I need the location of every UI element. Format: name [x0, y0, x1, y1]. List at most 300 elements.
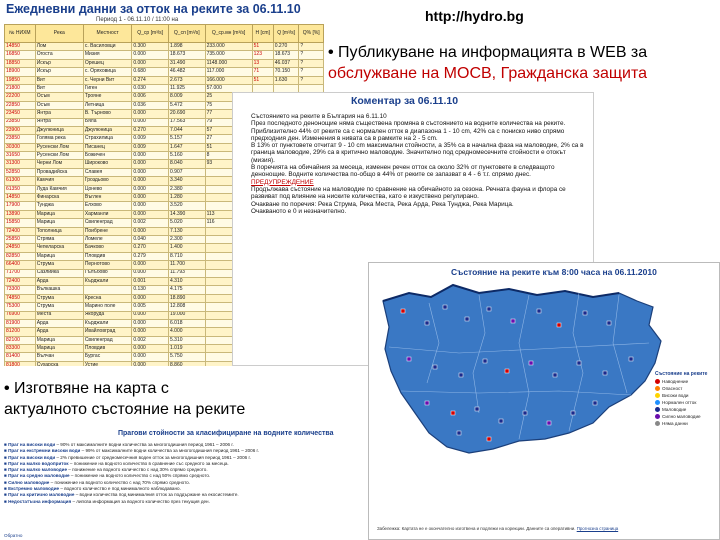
table-cell: Арда [35, 319, 83, 327]
table-cell: Бургас [83, 353, 132, 361]
table-cell: 18.673 [273, 51, 299, 59]
table-cell: 25850 [5, 235, 36, 243]
table-cell: Пловдив [83, 252, 132, 260]
station-marker[interactable] [553, 373, 557, 377]
table-cell: ? [299, 76, 324, 84]
table-cell: ? [299, 43, 324, 51]
threshold-term: Недостатъчна информация [8, 498, 72, 504]
table-cell: Божичен [83, 152, 132, 160]
table-cell: 51 [252, 43, 273, 51]
table-cell: 0.000 [132, 261, 169, 269]
table-cell: ? [299, 68, 324, 76]
station-marker[interactable] [425, 321, 429, 325]
bullet-map-creation [4, 378, 334, 420]
table-subtitle: Период 1 - 06.11.10 / 11:00 на [96, 17, 179, 23]
table-cell: Свиленград [83, 219, 132, 227]
table-cell: 51 [252, 76, 273, 84]
table-cell: 5.472 [169, 101, 206, 109]
table-cell: 1.647 [169, 143, 206, 151]
bullet-line-1: Публикуване на информацията в WEB за [338, 44, 648, 61]
table-cell: Бачково [83, 244, 132, 252]
table-cell: 2.380 [169, 185, 206, 193]
table-cell: Поибрене [83, 227, 132, 235]
table-cell: Осъм [35, 101, 83, 109]
table-cell: Голяма река [35, 135, 83, 143]
table-cell: 8.040 [169, 160, 206, 168]
legend-swatch [655, 414, 660, 419]
table-cell: Летница [83, 101, 132, 109]
table-cell: 0.000 [132, 59, 169, 67]
table-cell: 20.690 [169, 110, 206, 118]
table-cell: 23850 [5, 135, 36, 143]
station-marker[interactable] [571, 411, 575, 415]
table-cell: 0.000 [132, 311, 169, 319]
table-cell: 93 [205, 160, 252, 168]
table-cell: 13890 [5, 210, 36, 218]
bullet-line-2: обслужване на МОСВ, Гражданска защита [328, 65, 647, 82]
table-cell: 46.482 [169, 68, 206, 76]
commentary-paragraph: Състоянието на реките в България на 6.11.10 [251, 113, 387, 120]
table-cell: Джулюница [83, 126, 132, 134]
table-cell: 5.160 [169, 152, 206, 160]
warning-heading: ПРЕДУПРЕЖДЕНИЕ [251, 178, 314, 186]
table-cell: Джулюница [35, 126, 83, 134]
legend-item: Наводнение [655, 378, 715, 385]
station-marker[interactable] [465, 317, 469, 321]
table-cell: 0.270 [132, 244, 169, 252]
threshold-term: Силно маловодие [8, 479, 50, 485]
table-cell: 116 [205, 219, 252, 227]
table-cell: 0.000 [132, 269, 169, 277]
table-cell: Черни Лом [35, 160, 83, 168]
map-note-link[interactable]: Прогнозна страница [576, 525, 619, 531]
legend-swatch [655, 379, 660, 384]
table-cell: В. Търново [83, 110, 132, 118]
table-header-cell: Q% [%] [299, 25, 324, 43]
table-cell: 117.000 [205, 68, 252, 76]
table-cell: 71700 [5, 269, 36, 277]
legend-item: Нормален отток [655, 399, 715, 406]
table-cell: 166.000 [205, 76, 252, 84]
table-cell: 0.000 [132, 160, 169, 168]
table-cell: 2.673 [169, 76, 206, 84]
table-cell: 11.925 [169, 84, 206, 92]
table-cell: Елхово [83, 202, 132, 210]
table-cell: Финарска [35, 194, 83, 202]
table-cell: Пернотово [83, 261, 132, 269]
table-cell: 14850 [5, 43, 36, 51]
table-cell: Провадийска [35, 168, 83, 176]
table-header-cell: Q [m³/s] [273, 25, 299, 43]
table-cell: Въглен [83, 194, 132, 202]
thresholds-list [4, 442, 356, 505]
commentary-paragraph: Очакваното е 0 и незначително. [251, 207, 347, 215]
table-cell: Вълчан [35, 353, 83, 361]
station-marker[interactable] [511, 319, 515, 323]
table-cell: 233.000 [205, 43, 252, 51]
river-status-map-panel [368, 262, 720, 540]
table-cell: 1148.000 [205, 59, 252, 67]
threshold-description: – водни количества под минималния отток за поддържане на екосистемите. [74, 492, 239, 498]
table-cell: 46.037 [273, 59, 299, 67]
legend-swatch [655, 393, 660, 398]
station-marker[interactable] [557, 323, 561, 327]
table-cell: 16850 [5, 51, 36, 59]
table-header-cell: Q_сп [m³/s] [169, 25, 206, 43]
table-cell: Чепеларска [35, 244, 83, 252]
table-cell: Гиген [83, 84, 132, 92]
table-cell: Цонево [83, 185, 132, 193]
table-cell: Кърджали [83, 277, 132, 285]
station-marker[interactable] [499, 419, 503, 423]
table-cell: 15850 [5, 219, 36, 227]
table-cell: Огоста [35, 51, 83, 59]
table-cell: Искър [35, 59, 83, 67]
station-marker[interactable] [425, 401, 429, 405]
table-cell: 23850 [5, 118, 36, 126]
table-cell: 0.000 [132, 185, 169, 193]
threshold-description: – понижение на водното количество с над 50% спрямо средното. [69, 473, 211, 479]
table-cell: 79 [205, 118, 252, 126]
thresholds-panel [0, 428, 360, 540]
table-cell: 52850 [5, 168, 36, 176]
table-cell: Ломеле [83, 235, 132, 243]
commentary-title: Коментар за 06.11.10 [351, 95, 459, 107]
table-cell: Марица [35, 345, 83, 353]
table-cell: Осъм [35, 93, 83, 101]
bullet-line-1: Изготвяне на карта с [14, 380, 169, 397]
back-link[interactable]: Обратно [4, 533, 23, 538]
table-cell: с. Оряховица [83, 68, 132, 76]
table-cell: Русенски Лом [35, 152, 83, 160]
table-cell: 0.300 [132, 43, 169, 51]
table-cell: 82100 [5, 336, 36, 344]
table-cell: Арда [35, 277, 83, 285]
table-header-cell: Q_ср [m³/s] [132, 25, 169, 43]
station-marker[interactable] [593, 401, 597, 405]
table-cell: Места [35, 311, 83, 319]
table-cell: 0.000 [132, 361, 169, 366]
table-cell: 23450 [5, 110, 36, 118]
station-marker[interactable] [577, 361, 581, 365]
station-marker[interactable] [523, 411, 527, 415]
table-cell: 21800 [5, 84, 36, 92]
table-cell: 83300 [5, 345, 36, 353]
table-cell: 0.006 [132, 93, 169, 101]
table-cell: 0.000 [132, 227, 169, 235]
table-cell: Стряма [35, 235, 83, 243]
table-cell: 0.274 [132, 76, 169, 84]
map-title: Състояние на реките към 8:00 часа на 06.11.2010 [451, 267, 657, 277]
table-cell: 14.390 [169, 210, 206, 218]
table-cell: 8.860 [169, 361, 206, 366]
station-marker[interactable] [401, 309, 405, 313]
legend-title: Състояние на реките [655, 371, 708, 377]
table-cell: 1.280 [169, 194, 206, 202]
threshold-description: – понижение на водното количество с над 70% спрямо средното. [49, 479, 190, 485]
table-cell: 0.000 [132, 118, 169, 126]
table-cell: Гроздьово [83, 177, 132, 185]
table-cell: 0.270 [132, 126, 169, 134]
station-marker[interactable] [407, 357, 411, 361]
table-cell: 0.000 [132, 345, 169, 353]
table-header-cell: № НИХМ [5, 25, 36, 43]
table-cell: 18850 [5, 59, 36, 67]
table-cell [83, 286, 132, 294]
commentary-paragraph: Приблизително 44% от реките са с нормален отток в диапазона 1 - 10 cm, 42% са с пониско ниво спрямо предходния ден. Изменения в нивата са в рамките на 2 - 5 cm. [251, 127, 565, 142]
table-cell: Искър [35, 68, 83, 76]
table-cell: Гълъбово [83, 269, 132, 277]
table-cell: 73300 [5, 286, 36, 294]
table-cell: Ивайловград [83, 328, 132, 336]
table-cell: 0.680 [132, 68, 169, 76]
table-cell: 72400 [5, 277, 36, 285]
table-cell: 66400 [5, 261, 36, 269]
bullet-line-2: актуалното състояние на реките [4, 401, 246, 418]
threshold-term: Праг на високи води [8, 454, 56, 460]
table-cell: Славея [83, 168, 132, 176]
table-cell: Струма [35, 303, 83, 311]
table-cell: 7.044 [169, 126, 206, 134]
table-cell: 0.009 [132, 135, 169, 143]
table-cell: 7.130 [169, 227, 206, 235]
table-header-cell: Q_ср.мн [m³/s] [205, 25, 252, 43]
table-cell: 17900 [5, 202, 36, 210]
station-marker[interactable] [483, 359, 487, 363]
table-cell: 5.020 [169, 219, 206, 227]
table-cell: Марица [35, 252, 83, 260]
table-cell: Марица [35, 210, 83, 218]
table-cell: 0.130 [132, 286, 169, 294]
table-cell: Свиленград [83, 336, 132, 344]
table-cell: 0.279 [132, 252, 169, 260]
commentary-paragraph: В 13% от пунктовете отчитат 9 - 10 cm максимални стойности, а 35% са в начална фаза на маловодие, 2% са в граница маловодие, 29% са в критично маловодие. Значително под средномесечните стойности е отокът (мизия). [251, 142, 584, 164]
table-cell: 81200 [5, 328, 36, 336]
table-cell: 61350 [5, 185, 36, 193]
table-cell: 1.400 [169, 244, 206, 252]
table-cell: 6.018 [169, 319, 206, 327]
table-cell: 22200 [5, 93, 36, 101]
map-note-text: Забележка: Картата не е окончателно изготвена и подлежи на корекции. Данните са оперативни. [377, 525, 576, 531]
table-cell: 19.000 [169, 311, 206, 319]
table-cell: 11.700 [169, 261, 206, 269]
table-cell: 123 [252, 51, 273, 59]
table-cell: Орешец [83, 59, 132, 67]
table-cell: 5.750 [169, 353, 206, 361]
threshold-term: Праг на екстремни високи води [8, 448, 81, 454]
table-cell: 0.000 [132, 51, 169, 59]
table-header-row [5, 25, 324, 43]
table-cell: 1.898 [169, 43, 206, 51]
table-cell: 27 [205, 135, 252, 143]
table-cell: 61300 [5, 177, 36, 185]
table-cell: Тополница [35, 227, 83, 235]
table-header-cell: H [cm] [252, 25, 273, 43]
table-cell: Сухарска [35, 361, 83, 366]
table-header-cell: Местност [83, 25, 132, 43]
station-marker[interactable] [487, 307, 491, 311]
table-cell: 8 [205, 152, 252, 160]
table-cell: 76900 [5, 311, 36, 319]
commentary-paragraph: През последното денонощие няма съществена промяна в състоянието на водните количества на реките. [251, 120, 566, 128]
table-cell: 24850 [5, 244, 36, 252]
table-cell: 1.630 [273, 76, 299, 84]
station-marker[interactable] [433, 365, 437, 369]
table-cell: 0.001 [132, 277, 169, 285]
table-cell: Струма [35, 261, 83, 269]
legend-swatch [655, 407, 660, 412]
commentary-body [251, 113, 591, 215]
threshold-term: Праг на критично маловодие [8, 492, 75, 498]
station-marker[interactable] [603, 371, 607, 375]
table-cell: 14850 [5, 194, 36, 202]
table-cell: 0.000 [132, 294, 169, 302]
table-cell: с. Черни Вит [83, 76, 132, 84]
table-cell: Луда Камчия [35, 185, 83, 193]
table-cell: Марица [35, 219, 83, 227]
table-cell: 0.000 [132, 194, 169, 202]
table-cell: 0.002 [132, 336, 169, 344]
table-cell: Устие [83, 361, 132, 366]
table-cell: Струма [35, 294, 83, 302]
table-cell: 3.340 [169, 177, 206, 185]
table-cell: Писанец [83, 143, 132, 151]
table-cell: 0.002 [132, 219, 169, 227]
table-cell: Якоруда [83, 311, 132, 319]
station-marker[interactable] [529, 361, 533, 365]
commentary-paragraph: Очакване по поречия: Река Струма, Река Места, Река Арда, Река Тунджа, Река Марица. [251, 200, 514, 208]
table-cell: 5.310 [169, 336, 206, 344]
threshold-description: – понижение на водното количество с над 30% спрямо средното. [67, 467, 208, 473]
table-cell: 75 [205, 101, 252, 109]
table-cell: 0.000 [132, 152, 169, 160]
table-cell: 0.000 [132, 177, 169, 185]
table-cell: 31300 [5, 160, 36, 168]
table-row [5, 76, 324, 84]
station-marker[interactable] [537, 309, 541, 313]
bullet-web-publishing [328, 42, 720, 84]
station-marker[interactable] [459, 373, 463, 377]
bulgaria-territory [383, 285, 661, 453]
table-cell: 31.490 [169, 59, 206, 67]
table-cell: 4.000 [169, 328, 206, 336]
table-cell: 31650 [5, 152, 36, 160]
table-cell: 0.040 [132, 235, 169, 243]
station-marker[interactable] [607, 321, 611, 325]
station-marker[interactable] [443, 305, 447, 309]
table-cell: 30300 [5, 143, 36, 151]
bullet-icon: • [328, 44, 339, 61]
table-cell: 0.270 [273, 43, 299, 51]
legend-swatch [655, 400, 660, 405]
table-cell: 0.000 [132, 319, 169, 327]
table-row [5, 59, 324, 67]
station-marker[interactable] [457, 431, 461, 435]
table-cell: Арда [35, 328, 83, 336]
table-cell: 57.000 [205, 84, 252, 92]
threshold-term: Праг на малко маловодие [8, 467, 68, 473]
threshold-item [4, 499, 356, 505]
commentary-paragraph: В поречията на обичайния за месеца, изменен речен отток са около 32% от пунктовете в следващото денонощие. Водните количества по-общо в 44% от реките се запазват в 4 - 6 т.г. спрямо днес. [251, 164, 555, 179]
table-cell: 75300 [5, 303, 36, 311]
table-cell: 4.175 [169, 286, 206, 294]
table-row [5, 43, 324, 51]
table-cell: 25 [205, 93, 252, 101]
table-cell: 51 [205, 143, 252, 151]
table-cell: 82850 [5, 252, 36, 260]
table-cell: Харманли [83, 210, 132, 218]
table-cell: 22850 [5, 101, 36, 109]
table-cell: с. Василовци [83, 43, 132, 51]
table-cell: 74850 [5, 294, 36, 302]
table-cell: 17.563 [169, 118, 206, 126]
legend-swatch [655, 386, 660, 391]
table-cell: Вит [35, 84, 83, 92]
station-marker[interactable] [505, 369, 509, 373]
table-cell: Марино поле [83, 303, 132, 311]
threshold-description: – липсва информация за водното количество през текущия ден. [71, 498, 210, 504]
legend-item: Високи води [655, 392, 715, 399]
table-cell: Вълкашка [35, 286, 83, 294]
table-cell: 13 [252, 59, 273, 67]
threshold-description: – понижение на водното количество в сравнение със средното за месеца. [68, 460, 229, 466]
map-note [377, 526, 713, 531]
table-cell: 72400 [5, 227, 36, 235]
table-cell: 18900 [5, 68, 36, 76]
legend-swatch [655, 421, 660, 426]
table-cell: 0.000 [132, 353, 169, 361]
threshold-description: – водното количество е под минималното наблюдавано. [59, 486, 181, 492]
table-cell: 0.009 [132, 143, 169, 151]
commentary-paragraph: Продължава състояние на маловодие по сравнение на обичайното за сезона. Речната фауна и флора се развиват под влияние на ниските количества, като е изкуствено регулирано. [251, 185, 566, 201]
table-cell: Русенски Лом [35, 143, 83, 151]
table-cell: Пловдив [83, 345, 132, 353]
table-cell: 12.808 [169, 303, 206, 311]
table-cell: 0.036 [132, 101, 169, 109]
threshold-description: – 90% от максималните водни количества за многогодишния период 1961 – 2006 г. [55, 442, 234, 447]
table-cell: 18.673 [169, 51, 206, 59]
table-cell: 4.310 [169, 277, 206, 285]
legend-item: Няма данни [655, 420, 715, 427]
table-row [5, 68, 324, 76]
table-cell: 18.890 [169, 294, 206, 302]
station-marker[interactable] [475, 407, 479, 411]
table-cell: 81400 [5, 353, 36, 361]
station-marker[interactable] [487, 437, 491, 441]
table-cell: ? [299, 59, 324, 67]
table-cell: Бяла [83, 118, 132, 126]
table-cell: 81800 [5, 361, 36, 366]
site-url[interactable]: http://hydro.bg [425, 8, 524, 24]
table-cell: 11.793 [169, 269, 206, 277]
station-marker[interactable] [629, 357, 633, 361]
table-cell: 77 [205, 110, 252, 118]
threshold-term: Праг на високи води [8, 442, 56, 447]
table-cell: Вит [35, 76, 83, 84]
table-cell: 3.520 [169, 202, 206, 210]
station-marker[interactable] [583, 311, 587, 315]
station-marker[interactable] [547, 421, 551, 425]
station-marker[interactable] [451, 411, 455, 415]
legend-item: Опасност [655, 385, 715, 392]
table-cell: Кресна [83, 294, 132, 302]
table-cell: ? [299, 51, 324, 59]
legend-item: Силно маловодие [655, 413, 715, 420]
threshold-description: – 2% превишение от средномесечния воден отток за многогодишния период 1961 – 2006 г. [55, 454, 251, 460]
table-cell: 113 [205, 210, 252, 218]
table-cell: Мизия [83, 51, 132, 59]
table-title: Ежедневни данни за отток на реките за 06.11.10 [6, 2, 301, 16]
